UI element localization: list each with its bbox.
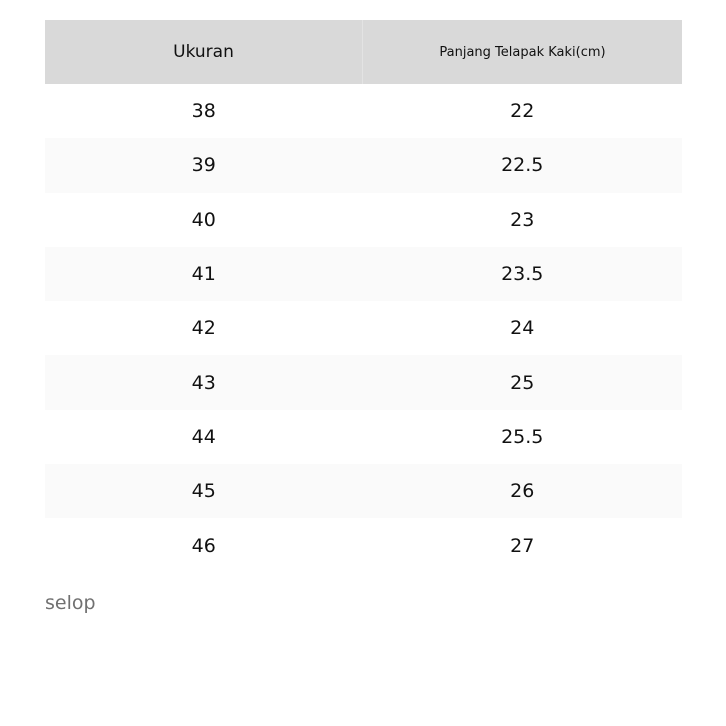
- table-body: [45, 84, 682, 573]
- cell-size: 44: [191, 425, 216, 448]
- table-row: [45, 355, 682, 409]
- table-row: [45, 84, 682, 138]
- cell-size: 46: [191, 534, 216, 557]
- header-foot-length: Panjang Telapak Kaki(cm): [363, 20, 683, 84]
- cell-size: 41: [45, 247, 363, 301]
- cell-foot-length: 26: [363, 464, 683, 518]
- cell-size: 43: [45, 355, 363, 409]
- table-header: [45, 20, 682, 84]
- table-row: [45, 410, 682, 464]
- cell-foot-length: 24: [510, 317, 535, 340]
- table-row: [45, 518, 682, 572]
- table-row: [45, 301, 682, 355]
- cell-foot-length: 23: [510, 208, 535, 231]
- cell-foot-length: 23.5: [363, 247, 683, 301]
- cell-foot-length: 25: [363, 355, 683, 409]
- cell-foot-length: 22: [510, 100, 535, 123]
- header-size: Ukuran: [45, 20, 363, 84]
- table-row: [45, 138, 682, 192]
- cell-size: 42: [191, 317, 216, 340]
- cell-foot-length: 22.5: [363, 138, 683, 192]
- table-row: [45, 464, 682, 518]
- table-row: [45, 193, 682, 247]
- cell-foot-length: 27: [510, 534, 535, 557]
- size-chart-table: [45, 20, 682, 573]
- table-row: [45, 247, 682, 301]
- cell-size: 40: [191, 208, 216, 231]
- cell-size: 39: [45, 138, 363, 192]
- header-row: [45, 20, 682, 84]
- cell-foot-length: 25.5: [501, 425, 544, 448]
- cell-size: 45: [45, 464, 363, 518]
- product-caption: selop: [45, 592, 96, 614]
- cell-size: 38: [191, 100, 216, 123]
